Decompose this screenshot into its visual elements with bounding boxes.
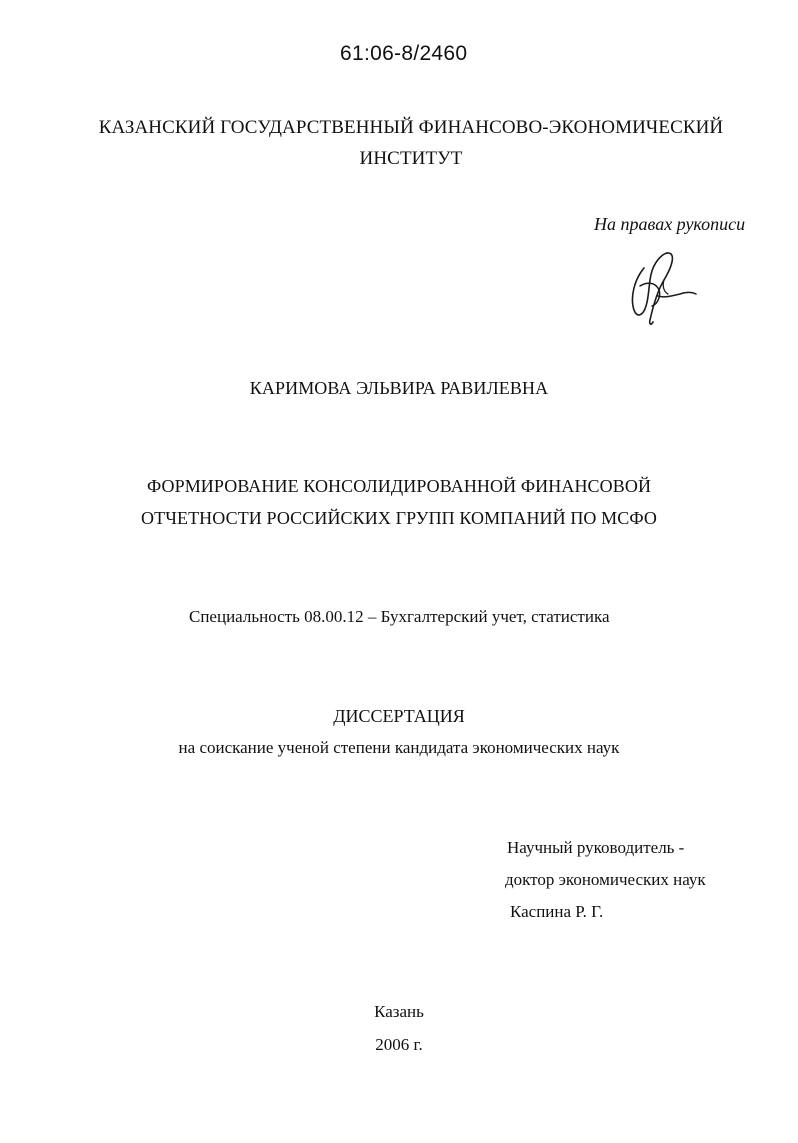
city: Казань <box>374 1002 424 1021</box>
work-type: ДИССЕРТАЦИЯ <box>333 706 465 726</box>
manuscript-rights-note: На правах рукописи <box>594 214 746 234</box>
supervisor-label: Научный руководитель - <box>507 838 685 857</box>
author-name: КАРИМОВА ЭЛЬВИРА РАВИЛЕВНА <box>249 378 549 398</box>
speciality: Специальность 08.00.12 – Бухгалтерский учет, статистика <box>189 607 610 626</box>
institute-name-line-2: ИНСТИТУТ <box>359 148 463 169</box>
dissertation-title-line-2: ОТЧЕТНОСТИ РОССИЙСКИХ ГРУПП КОМПАНИЙ ПО МСФО <box>141 508 657 528</box>
handwritten-signature <box>624 246 700 328</box>
supervisor-name: Каспина Р. Г. <box>510 902 604 921</box>
supervisor-degree: доктор экономических наук <box>505 870 706 889</box>
dissertation-title-line-1: ФОРМИРОВАНИЕ КОНСОЛИДИРОВАННОЙ ФИНАНСОВОЙ <box>146 476 652 496</box>
year: 2006 г. <box>375 1035 423 1054</box>
institute-name-line-1: КАЗАНСКИЙ ГОСУДАРСТВЕННЫЙ ФИНАНСОВО-ЭКОНОМИЧЕСКИЙ <box>98 117 724 138</box>
archive-code: 61:06-8/2460 <box>340 42 468 65</box>
degree-statement: на соискание ученой степени кандидата экономических наук <box>178 738 620 757</box>
